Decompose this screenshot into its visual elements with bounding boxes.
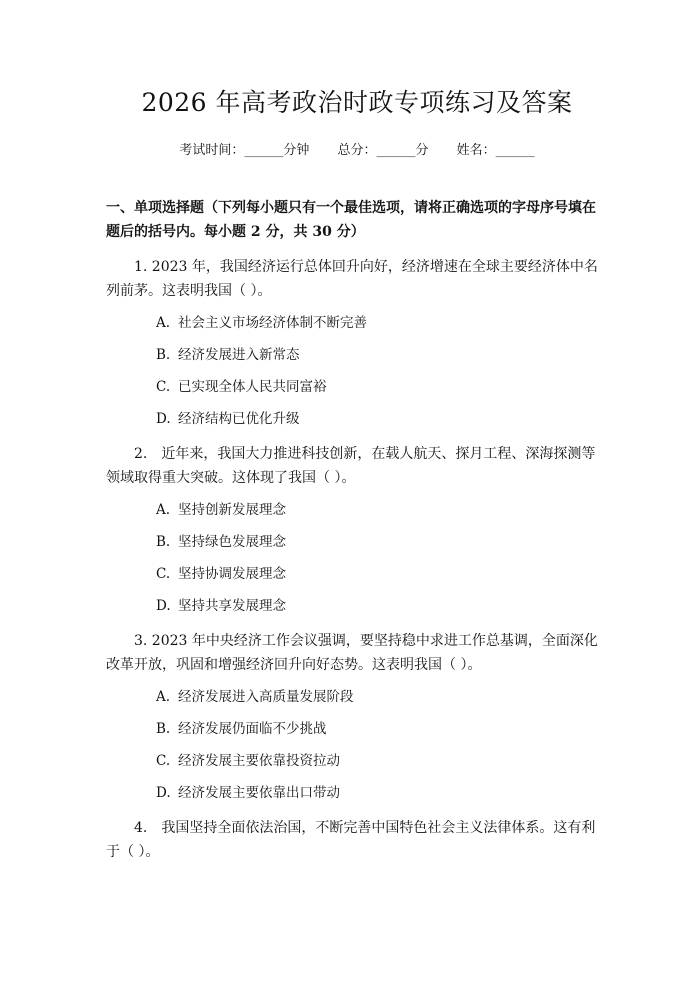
question-stem: 1. 2023 年，我国经济运行总体回升向好，经济增速在全球主要经济体中名列前茅。这表明我国（ ）。 [106, 259, 598, 299]
option-text: 已实现全体人民共同富裕 [178, 379, 327, 395]
option-d [106, 407, 608, 431]
option-text: 经济结构已优化升级 [178, 411, 300, 427]
option-letter: A. [156, 315, 171, 331]
option-text: 经济发展进入新常态 [178, 347, 300, 363]
option-letter: B. [156, 721, 171, 737]
option-text: 经济发展仍面临不少挑战 [178, 721, 327, 737]
option-text: 坚持创新发展理念 [178, 502, 286, 518]
option-list [106, 685, 608, 805]
exam-info-row [106, 140, 608, 162]
option-b [106, 530, 608, 554]
option-letter: D. [156, 598, 171, 614]
document-page [0, 86, 700, 991]
option-text: 经济发展主要依靠投资拉动 [178, 753, 340, 769]
option-b [106, 717, 608, 741]
option-b [106, 343, 608, 367]
option-d [106, 781, 608, 805]
total-score-field: 总分：______分 [337, 143, 429, 158]
option-letter: D. [156, 411, 171, 427]
option-text: 坚持绿色发展理念 [178, 534, 286, 550]
exam-time-field: 考试时间：______分钟 [179, 143, 310, 158]
question-item [106, 629, 608, 805]
question-item [106, 442, 608, 618]
option-c [106, 375, 608, 399]
option-letter: B. [156, 534, 171, 550]
option-list [106, 498, 608, 618]
option-letter: B. [156, 347, 171, 363]
option-text: 坚持协调发展理念 [178, 566, 286, 582]
option-text: 经济发展进入高质量发展阶段 [178, 689, 354, 705]
question-list [106, 255, 608, 864]
option-text: 坚持共享发展理念 [178, 598, 286, 614]
option-d [106, 594, 608, 618]
option-text: 社会主义市场经济体制不断完善 [178, 315, 367, 331]
option-c [106, 749, 608, 773]
option-c [106, 562, 608, 586]
option-list [106, 311, 608, 431]
question-item [106, 255, 608, 431]
option-letter: C. [156, 753, 171, 769]
option-letter: D. [156, 785, 171, 801]
name-field: 姓名：______ [456, 143, 535, 158]
question-item [106, 816, 608, 864]
option-text: 经济发展主要依靠出口带动 [178, 785, 340, 801]
question-stem: 2. 近年来，我国大力推进科技创新，在载人航天、探月工程、深海探测等领域取得重大突破。这体现了我国（ ）。 [106, 446, 596, 486]
question-stem: 4. 我国坚持全面依法治国，不断完善中国特色社会主义法律体系。这有利于（ ）。 [106, 820, 596, 860]
option-letter: A. [156, 689, 171, 705]
option-a [106, 685, 608, 709]
section-heading-single-choice: 一、单项选择题（下列每小题只有一个最佳选项，请将正确选项的字母序号填在题后的括号内。每小题 2 分，共 30 分） [106, 200, 596, 240]
option-a [106, 311, 608, 335]
option-letter: C. [156, 566, 171, 582]
page-title: 2026 年高考政治时政专项练习及答案 [141, 88, 573, 117]
option-a [106, 498, 608, 522]
option-letter: C. [156, 379, 171, 395]
option-letter: A. [156, 502, 171, 518]
question-stem: 3. 2023 年中央经济工作会议强调，要坚持稳中求进工作总基调，全面深化改革开放，巩固和增强经济回升向好态势。这表明我国（ ）。 [106, 633, 598, 673]
